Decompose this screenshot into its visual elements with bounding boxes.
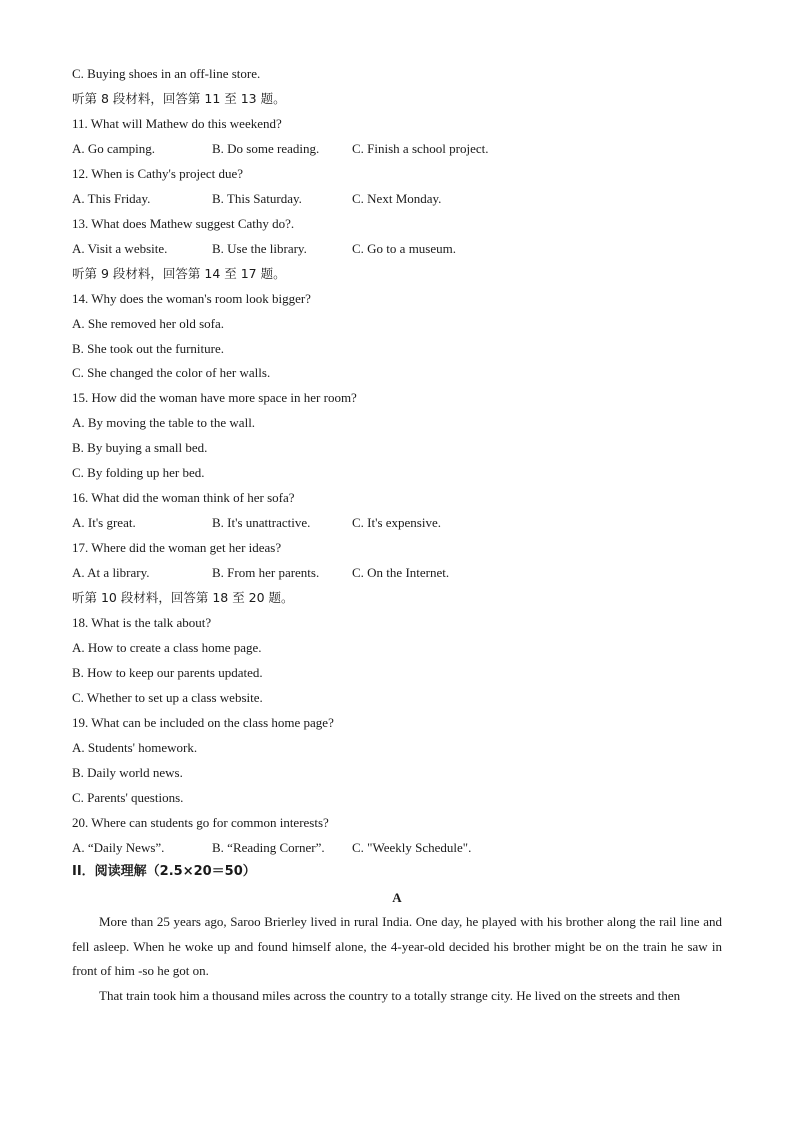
question-13: 13. What does Mathew suggest Cathy do?.: [72, 216, 295, 231]
option-16c: C. It's expensive.: [352, 515, 441, 530]
option-17a: A. At a library.: [72, 565, 150, 580]
option-15a: A. By moving the table to the wall.: [72, 415, 256, 430]
section-header-9: 听第 9 段材料，回答第 14 至 17 题。: [72, 266, 286, 281]
option-12b: B. This Saturday.: [212, 191, 302, 206]
section-header-10: 听第 10 段材料，回答第 18 至 20 题。: [72, 590, 294, 605]
question-20: 20. Where can students go for common interests?: [72, 815, 329, 830]
question-12: 12. When is Cathy's project due?: [72, 166, 244, 181]
option-20b: B. “Reading Corner”.: [212, 840, 325, 855]
option-17b: B. From her parents.: [212, 565, 320, 580]
option-14c: C. She changed the color of her walls.: [72, 365, 271, 380]
question-17: 17. Where did the woman get her ideas?: [72, 540, 282, 555]
option-17c: C. On the Internet.: [352, 565, 450, 580]
option-14a: A. She removed her old sofa.: [72, 316, 224, 331]
question-16: 16. What did the woman think of her sofa?: [72, 490, 295, 505]
option-11a: A. Go camping.: [72, 141, 156, 156]
passage-paragraph-2: That train took him a thousand miles across the country to a totally strange city. He lived on the streets and then: [99, 988, 681, 1003]
option-13b: B. Use the library.: [212, 241, 307, 256]
option-20a: A. “Daily News”.: [72, 840, 165, 855]
section-header-8: 听第 8 段材料，回答第 11 至 13 题。: [72, 91, 286, 106]
question-11: 11. What will Mathew do this weekend?: [72, 116, 282, 131]
passage-title: A: [392, 890, 402, 905]
option-19c: C. Parents' questions.: [72, 790, 184, 805]
question-15: 15. How did the woman have more space in her room?: [72, 390, 357, 405]
option-15c: C. By folding up her bed.: [72, 465, 205, 480]
section-title-reading: II．阅读理解（2.5×20＝50）: [72, 864, 256, 879]
option-13a: A. Visit a website.: [72, 241, 168, 256]
option-11c: C. Finish a school project.: [352, 141, 489, 156]
question-18: 18. What is the talk about?: [72, 615, 212, 630]
option-15b: B. By buying a small bed.: [72, 440, 208, 455]
option-18b: B. How to keep our parents updated.: [72, 665, 263, 680]
option-11b: B. Do some reading.: [212, 141, 320, 156]
option-14b: B. She took out the furniture.: [72, 341, 225, 356]
option-20c: C. "Weekly Schedule".: [352, 840, 472, 855]
option-19a: A. Students' homework.: [72, 740, 198, 755]
option-10c: C. Buying shoes in an off-line store.: [72, 66, 261, 81]
option-18a: A. How to create a class home page.: [72, 640, 262, 655]
option-19b: B. Daily world news.: [72, 765, 183, 780]
option-16a: A. It's great.: [72, 515, 136, 530]
option-16b: B. It's unattractive.: [212, 515, 311, 530]
passage-paragraph-1: More than 25 years ago, Saroo Brierley lived in rural India. One day, he played with his brother along the rail line and fell asleep. When he woke up and found himself alone, the 4-year-old decided his brother might be on the train he saw in front of him -so he got on.: [72, 914, 722, 978]
question-14: 14. Why does the woman's room look bigger?: [72, 291, 311, 306]
option-12a: A. This Friday.: [72, 191, 151, 206]
option-18c: C. Whether to set up a class website.: [72, 690, 263, 705]
option-13c: C. Go to a museum.: [352, 241, 456, 256]
question-19: 19. What can be included on the class home page?: [72, 715, 334, 730]
option-12c: C. Next Monday.: [352, 191, 442, 206]
